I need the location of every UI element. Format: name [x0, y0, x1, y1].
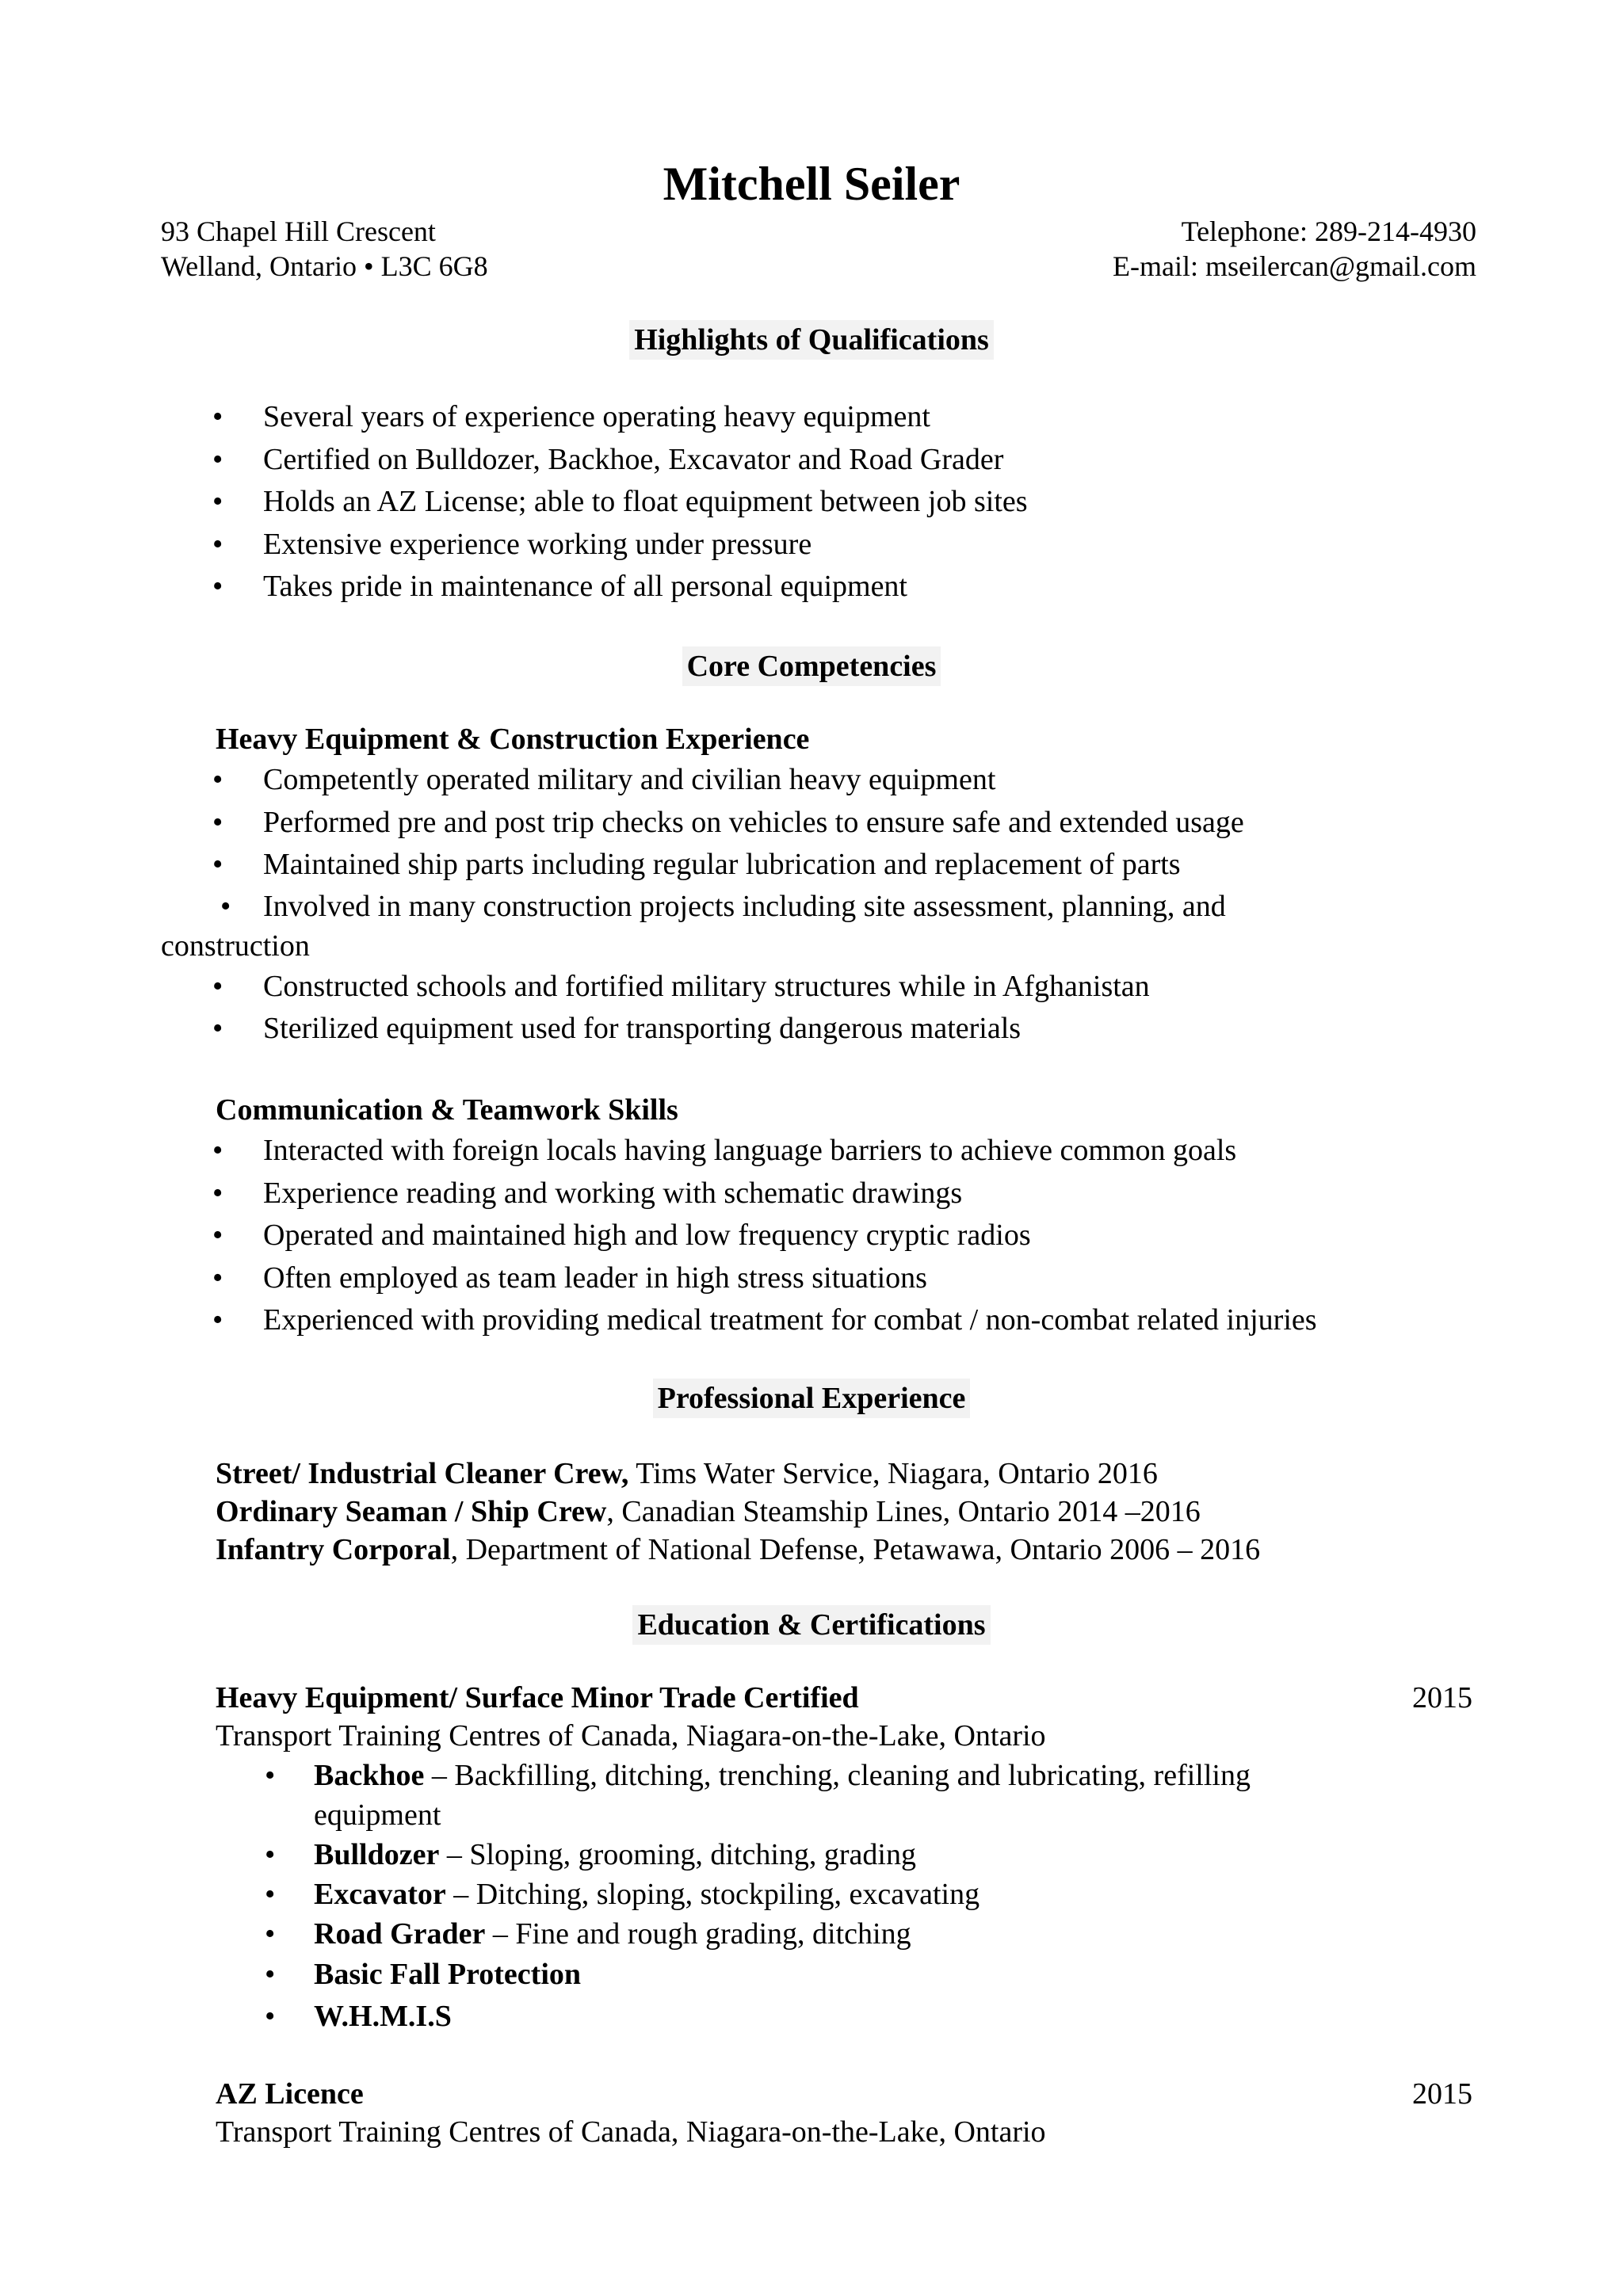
list-item: • Excavator – Ditching, sloping, stockpiling, excavating — [265, 1878, 980, 1911]
list-item-continuation: equipment — [314, 1798, 441, 1832]
contact-row-1 — [161, 212, 1476, 250]
job-entry: Ordinary Seaman / Ship Crew, Canadian Steamship Lines, Ontario 2014 –2016 — [216, 1495, 1201, 1528]
list-item: • Competently operated military and civilian heavy equipment — [212, 763, 996, 796]
email-address: E-mail: mseilercan@gmail.com — [1113, 250, 1476, 282]
list-item: • Sterilized equipment used for transporting dangerous materials — [212, 1012, 1022, 1045]
subheading-heavy-equipment: Heavy Equipment & Construction Experience — [216, 723, 810, 756]
candidate-name: Mitchell Seiler — [663, 158, 960, 210]
list-item: • Experienced with providing medical treatment for combat / non-combat related injuries — [212, 1303, 1317, 1337]
section-title-education: Education & Certifications — [0, 1605, 1623, 1645]
list-item: • Takes pride in maintenance of all personal equipment — [212, 570, 907, 603]
list-item: • Holds an AZ License; able to float equipment between job sites — [212, 485, 1028, 518]
section-title-core: Core Competencies — [0, 646, 1623, 686]
list-item: • Bulldozer – Sloping, grooming, ditching, grading — [265, 1838, 916, 1871]
address-line-1: 93 Chapel Hill Crescent — [161, 215, 436, 247]
list-item-continuation: construction — [161, 929, 310, 963]
heavy-equipment-list — [0, 759, 1244, 1051]
phone-number: Telephone: 289-214-4930 — [1181, 215, 1476, 247]
cert-school: Transport Training Centres of Canada, Niagara-on-the-Lake, Ontario — [216, 2115, 1046, 2149]
list-item: • Constructed schools and fortified military structures while in Afghanistan — [212, 969, 1150, 1003]
cert-skill-list — [0, 1756, 1251, 2038]
highlights-list — [0, 396, 1028, 608]
job-entry: Street/ Industrial Cleaner Crew, Tims Water Service, Niagara, Ontario 2016 — [216, 1457, 1158, 1490]
list-item: • Involved in many construction projects including site assessment, planning, and — [220, 889, 1226, 923]
list-item: • Basic Fall Protection — [265, 1958, 582, 1991]
list-item: • W.H.M.I.S — [265, 2000, 452, 2033]
subheading-communication: Communication & Teamwork Skills — [216, 1093, 678, 1127]
list-item: • Maintained ship parts including regular lubrication and replacement of parts — [212, 848, 1181, 881]
address-line-2: Welland, Ontario • L3C 6G8 — [161, 250, 488, 282]
list-item: • Interacted with foreign locals having language barriers to achieve common goals — [212, 1134, 1237, 1167]
communication-list — [0, 1130, 1317, 1342]
section-title-experience: Professional Experience — [0, 1379, 1623, 1418]
list-item: • Performed pre and post trip checks on vehicles to ensure safe and extended usage — [212, 805, 1244, 839]
cert-year: 2015 — [1412, 2077, 1472, 2111]
list-item: • Operated and maintained high and low frequency cryptic radios — [212, 1219, 1031, 1252]
section-title-highlights: Highlights of Qualifications — [0, 320, 1623, 360]
list-item: • Certified on Bulldozer, Backhoe, Excavator and Road Grader — [212, 442, 1004, 476]
cert-heading-heavy-equipment: Heavy Equipment/ Surface Minor Trade Certified — [216, 1681, 859, 1714]
cert-school: Transport Training Centres of Canada, Niagara-on-the-Lake, Ontario — [216, 1719, 1046, 1753]
cert-heading-az-licence: AZ Licence — [216, 2077, 364, 2111]
list-item: • Experience reading and working with schematic drawings — [212, 1176, 963, 1210]
list-item: • Often employed as team leader in high stress situations — [212, 1261, 927, 1295]
list-item: • Backhoe – Backfilling, ditching, trenching, cleaning and lubricating, refilling — [265, 1759, 1251, 1792]
contact-row-2 — [161, 247, 1476, 285]
list-item: • Several years of experience operating heavy equipment — [212, 400, 930, 433]
cert-year: 2015 — [1412, 1681, 1472, 1714]
list-item: • Road Grader – Fine and rough grading, ditching — [265, 1917, 911, 1951]
job-entry: Infantry Corporal, Department of National Defense, Petawawa, Ontario 2006 – 2016 — [216, 1533, 1261, 1566]
list-item: • Extensive experience working under pressure — [212, 527, 812, 561]
